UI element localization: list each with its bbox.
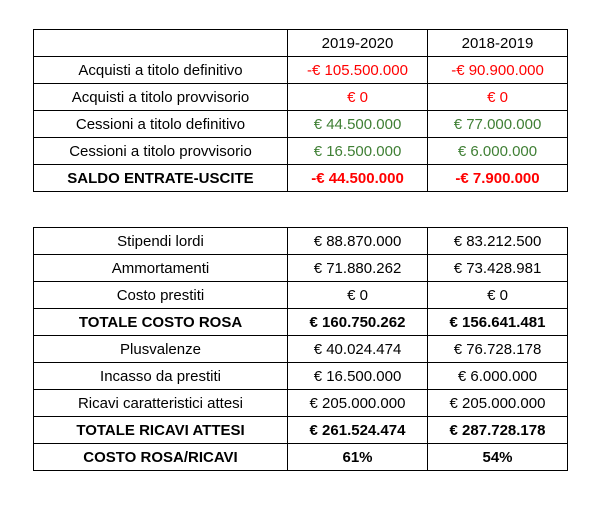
row-label: SALDO ENTRATE-USCITE — [34, 165, 288, 192]
table-row — [34, 390, 568, 417]
table-row — [34, 282, 568, 309]
value-cell: € 6.000.000 — [428, 138, 568, 165]
value-cell: € 261.524.474 — [288, 417, 428, 444]
value-cell: € 205.000.000 — [288, 390, 428, 417]
value-cell: € 156.641.481 — [428, 309, 568, 336]
table-row — [34, 57, 568, 84]
header-cell-season-2019-2020: 2019-2020 — [288, 30, 428, 57]
table-row — [34, 336, 568, 363]
value-cell: € 16.500.000 — [288, 138, 428, 165]
value-cell: € 16.500.000 — [288, 363, 428, 390]
value-cell: € 40.024.474 — [288, 336, 428, 363]
row-label: Ricavi caratteristici attesi — [34, 390, 288, 417]
row-label: Acquisti a titolo definitivo — [34, 57, 288, 84]
revenue-total-row — [34, 417, 568, 444]
row-label: Ammortamenti — [34, 255, 288, 282]
value-cell: € 0 — [428, 84, 568, 111]
value-cell: 61% — [288, 444, 428, 471]
table-row — [34, 255, 568, 282]
header-cell-empty — [34, 30, 288, 57]
header-cell-season-2018-2019: 2018-2019 — [428, 30, 568, 57]
row-label: Costo prestiti — [34, 282, 288, 309]
value-cell: € 73.428.981 — [428, 255, 568, 282]
balance-total-row — [34, 165, 568, 192]
value-cell: -€ 105.500.000 — [288, 57, 428, 84]
value-cell: € 0 — [288, 84, 428, 111]
value-cell: € 0 — [288, 282, 428, 309]
value-cell: € 71.880.262 — [288, 255, 428, 282]
value-cell: € 0 — [428, 282, 568, 309]
row-label: Plusvalenze — [34, 336, 288, 363]
squad-cost-revenue-table — [33, 227, 568, 471]
value-cell: € 83.212.500 — [428, 228, 568, 255]
cost-revenue-ratio-row — [34, 444, 568, 471]
row-label: Incasso da prestiti — [34, 363, 288, 390]
table-row — [34, 138, 568, 165]
table-header-row — [34, 30, 568, 57]
row-label: Acquisti a titolo provvisorio — [34, 84, 288, 111]
table-row — [34, 228, 568, 255]
table-row — [34, 84, 568, 111]
row-label: COSTO ROSA/RICAVI — [34, 444, 288, 471]
value-cell: € 76.728.178 — [428, 336, 568, 363]
row-label: Stipendi lordi — [34, 228, 288, 255]
squad-cost-total-row — [34, 309, 568, 336]
table-row — [34, 111, 568, 138]
value-cell: € 287.728.178 — [428, 417, 568, 444]
row-label: Cessioni a titolo definitivo — [34, 111, 288, 138]
row-label: TOTALE RICAVI ATTESI — [34, 417, 288, 444]
value-cell: € 88.870.000 — [288, 228, 428, 255]
value-cell: € 77.000.000 — [428, 111, 568, 138]
value-cell: -€ 44.500.000 — [288, 165, 428, 192]
value-cell: € 6.000.000 — [428, 363, 568, 390]
table-row — [34, 363, 568, 390]
value-cell: -€ 90.900.000 — [428, 57, 568, 84]
value-cell: 54% — [428, 444, 568, 471]
value-cell: € 205.000.000 — [428, 390, 568, 417]
row-label: Cessioni a titolo provvisorio — [34, 138, 288, 165]
transfer-balance-table — [33, 29, 568, 192]
value-cell: € 44.500.000 — [288, 111, 428, 138]
row-label: TOTALE COSTO ROSA — [34, 309, 288, 336]
value-cell: -€ 7.900.000 — [428, 165, 568, 192]
value-cell: € 160.750.262 — [288, 309, 428, 336]
